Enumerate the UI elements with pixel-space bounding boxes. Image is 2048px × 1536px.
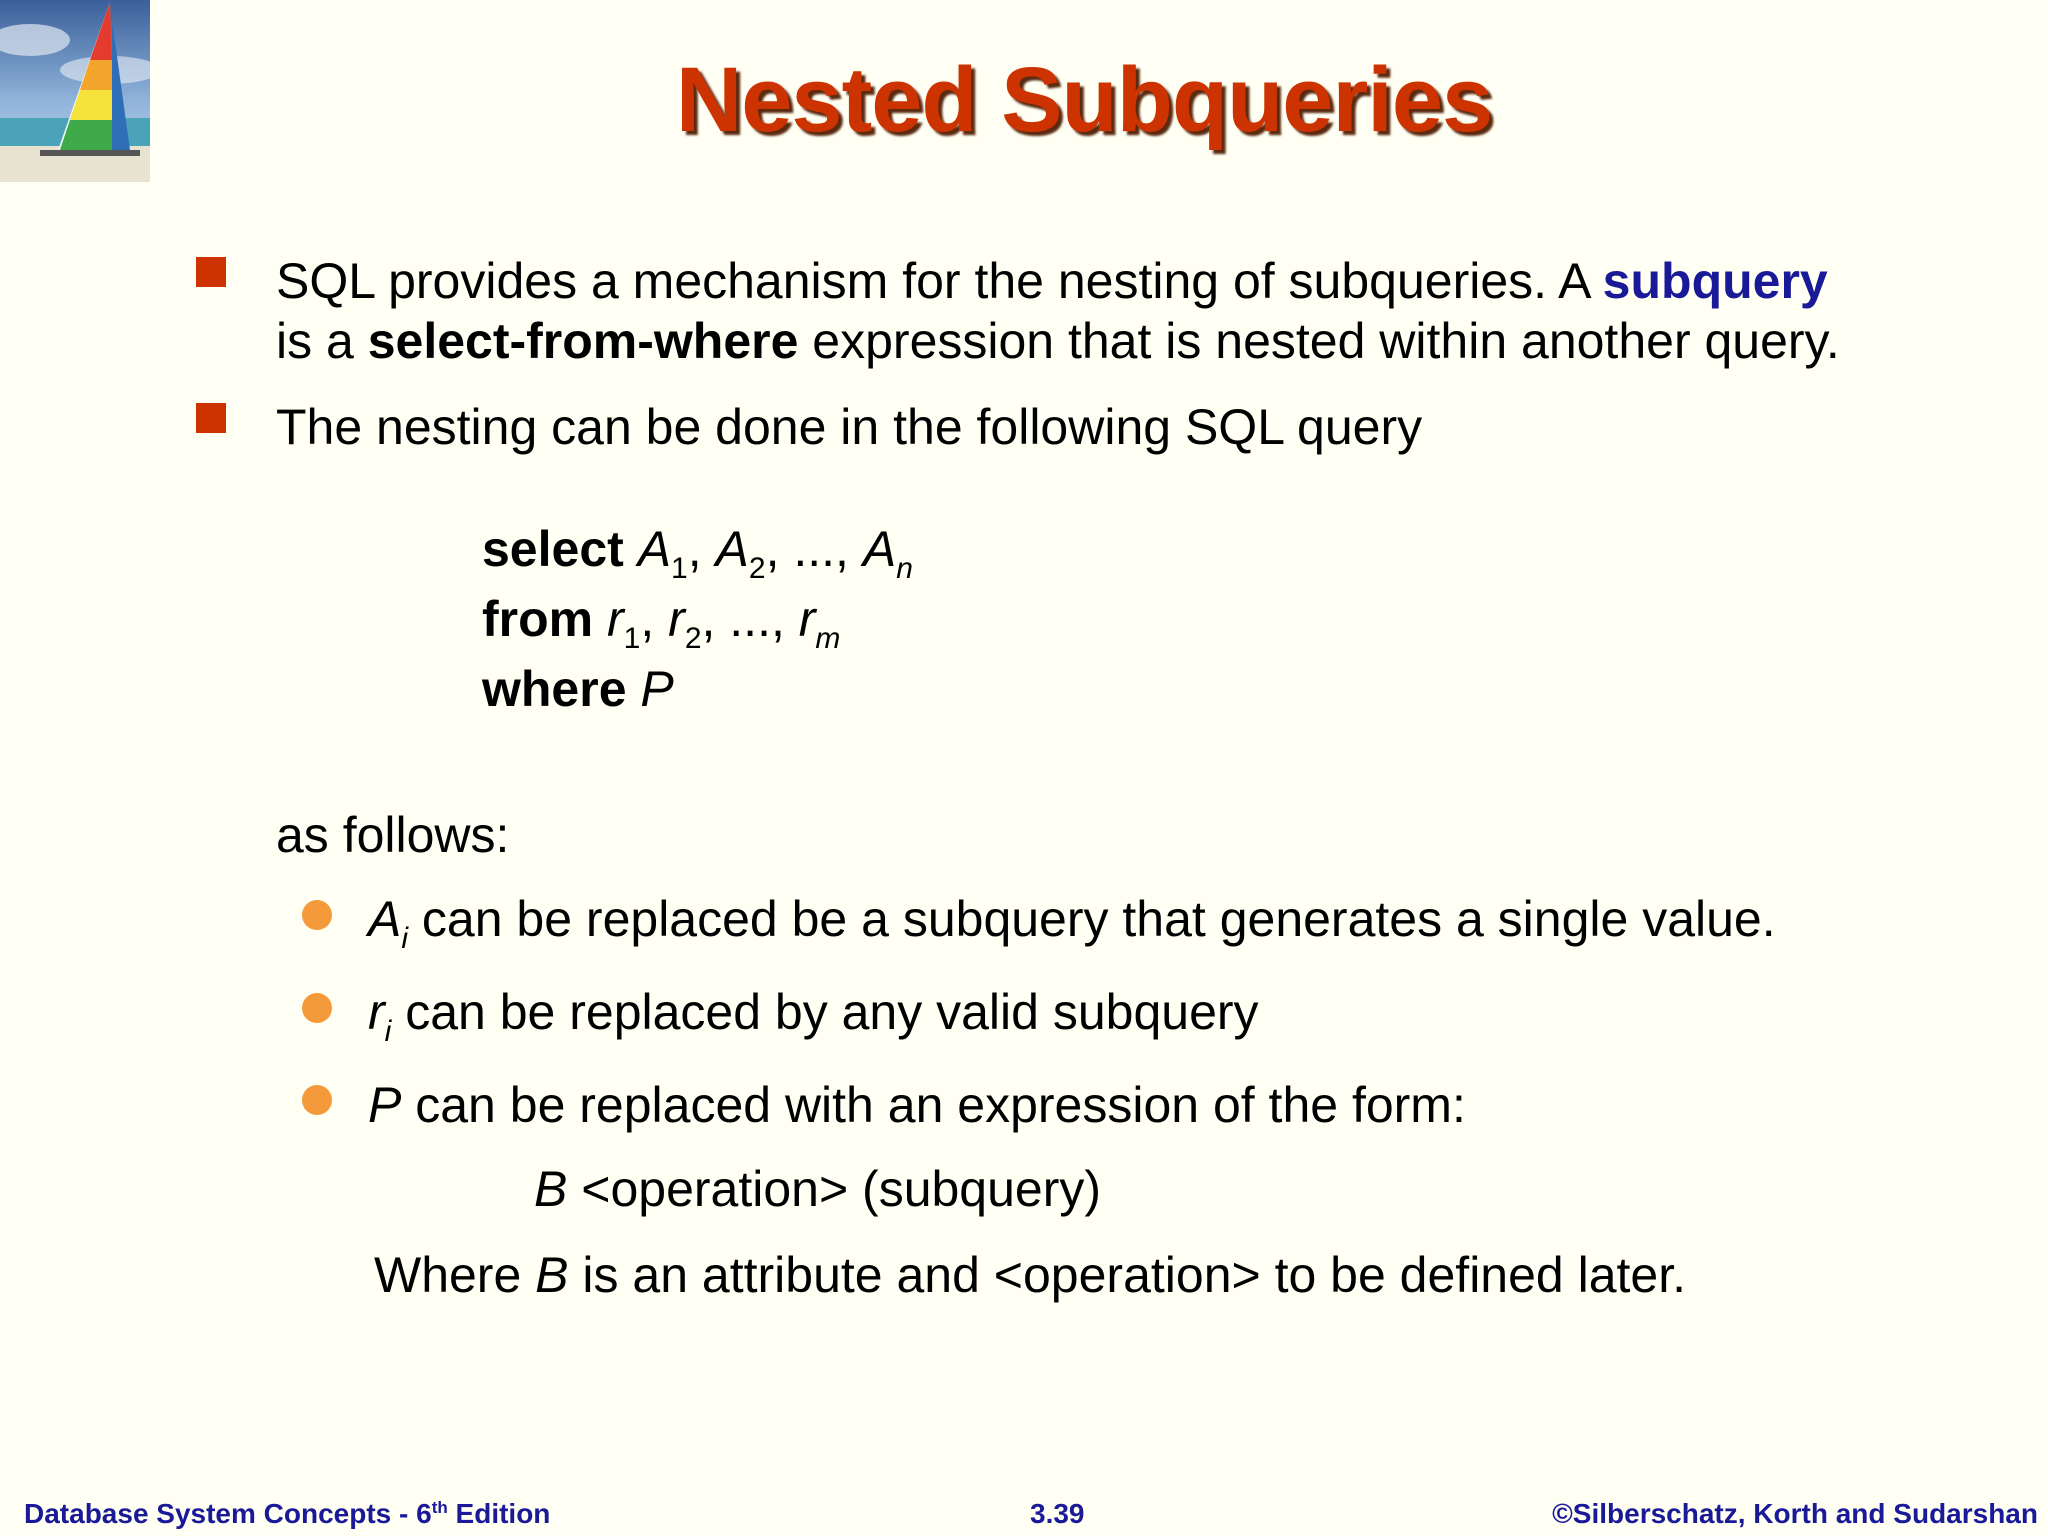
square-bullet-icon xyxy=(196,257,226,287)
select-from-where-keyword: select-from-where xyxy=(367,313,799,369)
bullet-1-text-2: is a xyxy=(276,313,368,369)
as-follows-text: as follows: xyxy=(276,807,510,863)
sql-where-line: where P xyxy=(482,661,674,717)
sql-from-line: from $r_1$, $r_2$, ..., $r_m$ xyxy=(482,591,841,655)
sql-select-line: select $A_1$, $A_2$, ..., $A_n$ xyxy=(482,521,913,585)
square-bullet-icon xyxy=(196,403,226,433)
sql-from-keyword: from xyxy=(482,591,594,647)
sub-bullet-1: $A_i$ can be replaced be a subquery that generates a single value. xyxy=(368,891,1776,955)
bullet-1-text-3: expression that is nested within another query. xyxy=(798,313,1840,369)
dot-bullet-icon xyxy=(302,1085,332,1115)
dot-bullet-icon xyxy=(302,993,332,1023)
footer-book-title: Database System Concepts - 6th Edition xyxy=(24,1498,551,1529)
sub-bullet-2: $r_i$ can be replaced by any valid subquery xyxy=(368,984,1259,1048)
sub-bullet-3: P can be replaced with an expression of the form: xyxy=(368,1077,1466,1133)
bullet-2-text: The nesting can be done in the following SQL query xyxy=(276,399,1423,455)
footer-copyright: ©Silberschatz, Korth and Sudarshan xyxy=(1552,1498,2038,1529)
page-title: Nested Subqueries xyxy=(675,49,1493,151)
bullet-1-text: SQL provides a mechanism for the nesting of subqueries. A xyxy=(276,253,1603,309)
sql-select-keyword: select xyxy=(482,521,624,577)
bullet-1-line-1 xyxy=(276,253,1828,309)
sql-where-keyword: where xyxy=(482,661,627,717)
where-explanation: Where B is an attribute and <operation> to be defined later. xyxy=(374,1247,1687,1303)
subquery-keyword: subquery xyxy=(1602,253,1828,309)
footer-slide-number: 3.39 xyxy=(1030,1498,1085,1529)
dot-bullet-icon xyxy=(302,900,332,930)
expression-form: B <operation> (subquery) xyxy=(534,1161,1102,1217)
bullet-1-line-2 xyxy=(276,313,1840,369)
